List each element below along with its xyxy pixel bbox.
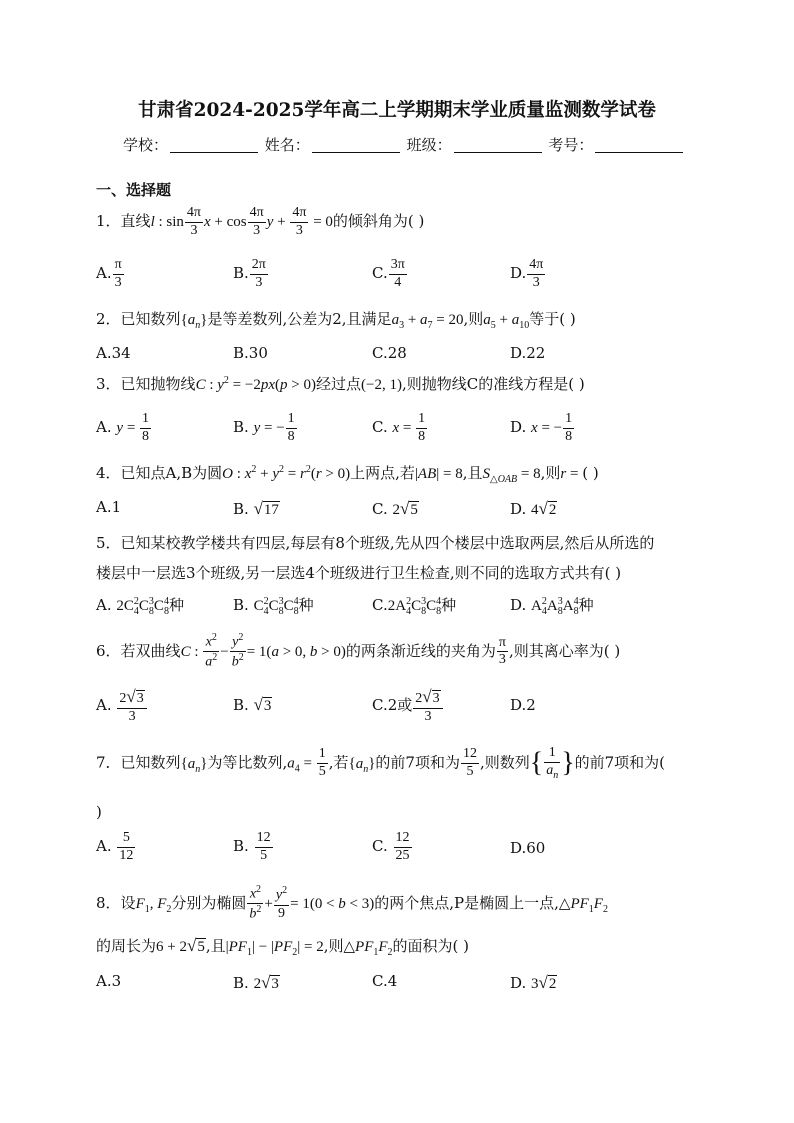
- page-title: 甘肃省2024-2025学年高二上学期期末学业质量监测数学试卷: [138, 100, 656, 121]
- option-c: $C.2A^2_4C^3_8C^4_8$种: [372, 596, 457, 617]
- option-a: A.1: [96, 498, 122, 516]
- option-c: C. $\frac{3\pi}{4}$: [372, 257, 405, 290]
- option-b: B. √17: [233, 499, 279, 518]
- question-1: 1．直线l : sin $\frac{4\pi}{3}$ x + cos $\frac{4\pi}{3}$ y + $\frac{4\pi}{3}$ = 0的倾斜角为( ): [96, 205, 425, 238]
- option-b: B. $\frac{2\pi}{3}$: [233, 257, 266, 290]
- option-c: C.2或 $\frac{2√3}{3}$: [372, 688, 444, 724]
- school-blank: [170, 138, 258, 153]
- option-c: C.28: [372, 344, 407, 362]
- option-b: B. $C^2_4C^3_8C^4_8$种: [233, 596, 314, 617]
- option-a: A. $2C^2_4C^3_8C^4_8$种: [96, 596, 184, 617]
- option-b: B. $\frac{12}{5}$: [233, 830, 271, 863]
- question-5-line2: 楼层中一层选3个班级,另一层选4个班级进行卫生检查,则不同的选取方式共有( ): [96, 564, 622, 582]
- question-8: 8．设$F_1$, $F_2$分别为椭圆 $\frac{x^2}{b^2}$ + $\frac{y^2}{9}$ = 1(0 < b < 3)的两个焦点,P是椭圆上一点$,\triangle PF_1F_2$: [96, 884, 608, 922]
- option-d: D.22: [510, 344, 546, 362]
- option-a: A. y = $\frac{1}{8}$: [96, 411, 150, 444]
- option-d: D.2: [510, 696, 536, 714]
- option-a: A. $\frac{5}{12}$: [96, 830, 134, 863]
- option-c: C. $\frac{12}{25}$: [372, 830, 410, 863]
- option-a: A. $\frac{\pi}{3}$: [96, 257, 122, 290]
- option-b: B.30: [233, 344, 268, 362]
- option-d: D. $A^2_4A^3_8A^4_8$种: [510, 596, 594, 617]
- name-blank: [312, 138, 400, 153]
- question-5: 5．已知某校教学楼共有四层,每层有8个班级,先从四个楼层中选取两层,然后从所选的: [96, 534, 655, 552]
- question-7-tail: ): [96, 803, 102, 821]
- question-6: 6．若双曲线C : $\frac{x^2}{a^2}$ − $\frac{y^2}{b^2}$ = 1(a > 0, b > 0)的两条渐近线的夹角为 $\frac{\pi}{3}$ ,则其离心率为( ): [96, 632, 621, 670]
- question-3: 3．已知抛物线C : $y^2 = -2px(p > 0)$经过点(−2, 1),则抛物线C的准线方程是( ): [96, 375, 585, 393]
- option-c: C. x = $\frac{1}{8}$: [372, 411, 426, 444]
- name-label: 姓名：: [264, 136, 310, 154]
- section-heading: 一、选择题: [96, 181, 172, 199]
- option-d: D.60: [510, 839, 546, 857]
- question-2: 2．已知数列$\{a_n\}$是等差数列,公差为2,且满足$a_3 + a_7 = 20$,则$a_5 + a_{10}$等于( ): [96, 310, 576, 331]
- option-c: C. 2√5: [372, 499, 418, 518]
- option-d: D. 4√2: [510, 499, 557, 518]
- option-b: B. 2√3: [233, 973, 279, 992]
- option-a: A.34: [96, 344, 131, 362]
- question-8-line2: 的周长为6 + 2√5,且$|PF_1| - |PF_2| = 2$,则$\triangle PF_1F_2$的面积为( ): [96, 936, 470, 958]
- option-b: B. y = − $\frac{1}{8}$: [233, 411, 295, 444]
- option-d: D. x = − $\frac{1}{8}$: [510, 411, 573, 444]
- option-d: D. $\frac{4\pi}{3}$: [510, 257, 544, 290]
- number-label: 考号：: [548, 136, 594, 154]
- school-label: 学校：: [123, 136, 169, 154]
- option-d: D. 3√2: [510, 973, 557, 992]
- question-7: 7．已知数列$\{a_n\}$为等比数列$,a_4$ = $\frac{1}{5}$ ,若$\{a_n\}$的前7项和为 $\frac{12}{5}$ ,则数列{ $\frac{1}{a_n}$ }的前7项和为(: [96, 745, 666, 781]
- class-blank: [454, 138, 542, 153]
- option-c: C.4: [372, 972, 398, 990]
- class-label: 班级：: [406, 136, 452, 154]
- number-blank: [595, 138, 683, 153]
- option-a: A.3: [96, 972, 122, 990]
- option-b: B. √3: [233, 695, 272, 714]
- question-4: 4．已知点A,B为圆O : $x^2 + y^2 = r^2(r > 0)$上两点,若|AB| = 8,且$S_{\triangle OAB} = 8$,则r = ( ): [96, 464, 599, 485]
- option-a: A. $\frac{2√3}{3}$: [96, 688, 148, 724]
- student-info-row: [123, 138, 685, 153]
